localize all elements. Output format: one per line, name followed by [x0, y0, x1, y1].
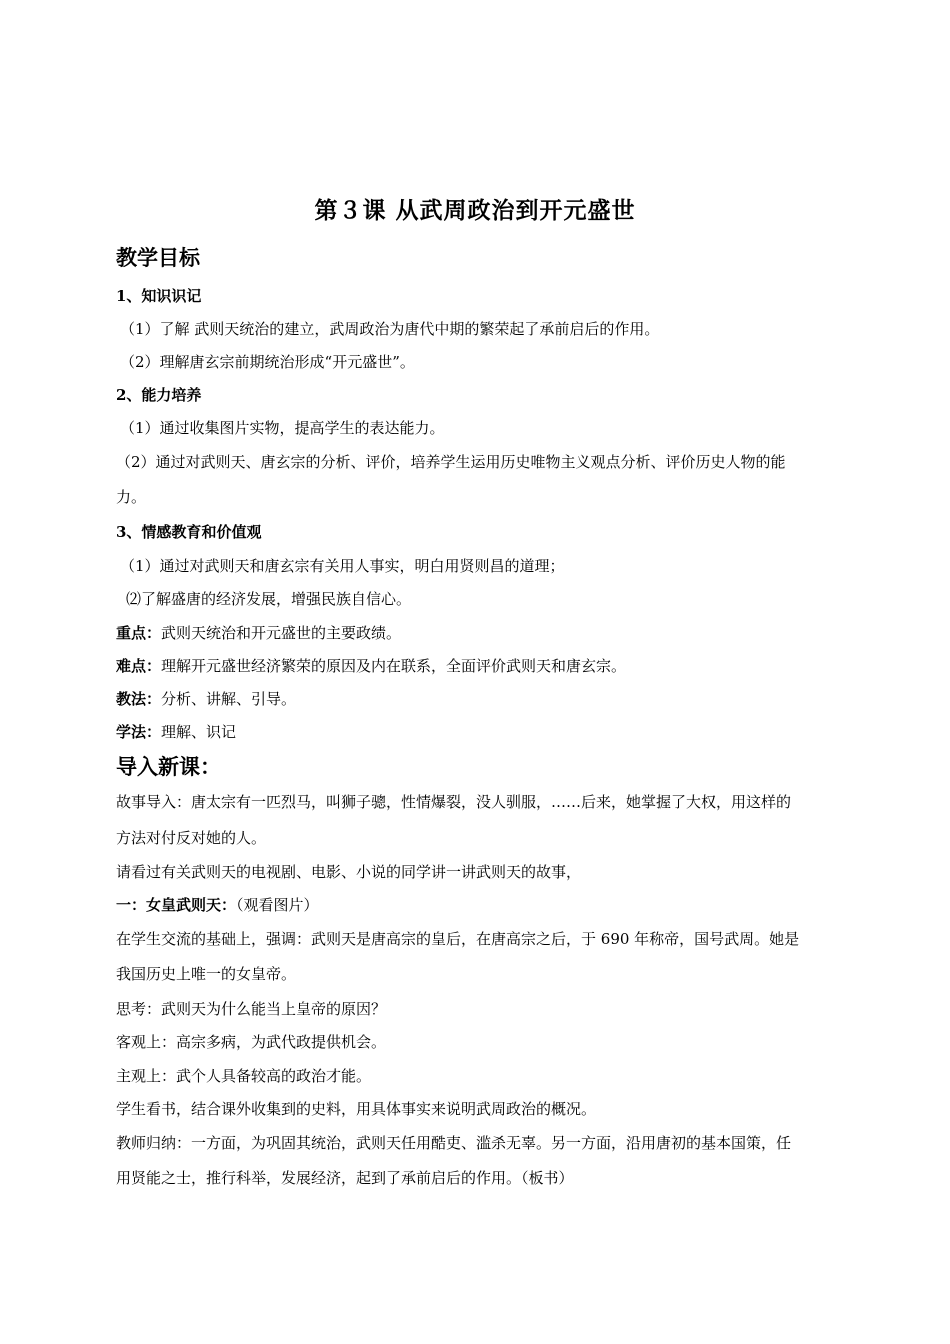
difficulty-point [116, 655, 626, 676]
goals-heading: 教学目标 [116, 245, 200, 270]
emotion-heading: 3、情感教育和价值观 [116, 523, 262, 541]
learning-method [116, 721, 236, 742]
objective-reason: 客观上：高宗多病，为武代政提供机会。 [116, 1033, 387, 1051]
emotion-item-1: （1）通过对武则天和唐玄宗有关用人事实，明白用贤则昌的道理； [120, 557, 565, 575]
knowledge-heading: 1、知识识记 [116, 287, 202, 305]
teacher-summary: 教师归纳：一方面，为巩固其统治，武则天任用酷吏、滥杀无辜。另一方面，沿用唐初的基本国策，任 [116, 1134, 792, 1152]
exchange-paragraph-cont: 我国历史上唯一的女皇帝。 [116, 965, 297, 983]
emotion-item-2: ⑵了解盛唐的经济发展，增强民族自信心。 [126, 590, 412, 608]
difficulty-label: 难点： [116, 657, 162, 675]
read-book-task: 学生看书，结合课外收集到的史料，用具体事实来说明武周政治的概况。 [116, 1100, 597, 1118]
think-question: 思考：武则天为什么能当上皇帝的原因？ [116, 1000, 387, 1018]
knowledge-item-2: （2）理解唐玄宗前期统治形成“开元盛世”。 [120, 353, 415, 371]
learning-method-label: 学法： [116, 723, 162, 741]
key-point [116, 622, 401, 643]
knowledge-item-1: （1）了解 武则天统治的建立，武周政治为唐代中期的繁荣起了承前启后的作用。 [120, 320, 660, 338]
difficulty-text: 理解开元盛世经济繁荣的原因及内在联系，全面评价武则天和唐玄宗。 [161, 657, 627, 675]
teaching-method-text: 分析、讲解、引导。 [161, 690, 297, 708]
ability-item-1: （1）通过收集图片实物，提高学生的表达能力。 [120, 419, 445, 437]
story-paragraph-cont: 方法对付反对她的人。 [116, 829, 267, 847]
key-point-label: 重点： [116, 624, 162, 642]
learning-method-text: 理解、识记 [161, 723, 237, 741]
teaching-method-label: 教法： [116, 690, 162, 708]
part1-heading [116, 894, 319, 915]
subjective-reason: 主观上：武个人具备较高的政治才能。 [116, 1067, 372, 1085]
lesson-title: 第３课 从武周政治到开元盛世 [314, 197, 636, 224]
teaching-method [116, 688, 296, 709]
exchange-paragraph: 在学生交流的基础上，强调：武则天是唐高宗的皇后，在唐高宗之后，于 690 年称帝，国号武周。她是 [116, 930, 800, 948]
intro-heading: 导入新课： [116, 754, 221, 779]
part1-label: 一：女皇武则天： [116, 896, 237, 914]
ability-item-2: （2）通过对武则天、唐玄宗的分析、评价，培养学生运用历史唯物主义观点分析、评价历史人物的能 [116, 453, 786, 471]
story-paragraph: 故事导入：唐太宗有一匹烈马，叫狮子骢，性情爆裂，没人驯服，……后来，她掌握了大权，用这样的 [116, 793, 792, 811]
teacher-summary-cont: 用贤能之士，推行科举，发展经济，起到了承前启后的作用。（板书） [116, 1169, 574, 1187]
ability-heading: 2、能力培养 [116, 386, 202, 404]
ability-item-2-cont: 力。 [116, 488, 147, 506]
key-point-text: 武则天统治和开元盛世的主要政绩。 [161, 624, 402, 642]
invite-paragraph: 请看过有关武则天的电视剧、电影、小说的同学讲一讲武则天的故事， [116, 863, 582, 881]
part1-text: （观看图片） [236, 896, 319, 914]
